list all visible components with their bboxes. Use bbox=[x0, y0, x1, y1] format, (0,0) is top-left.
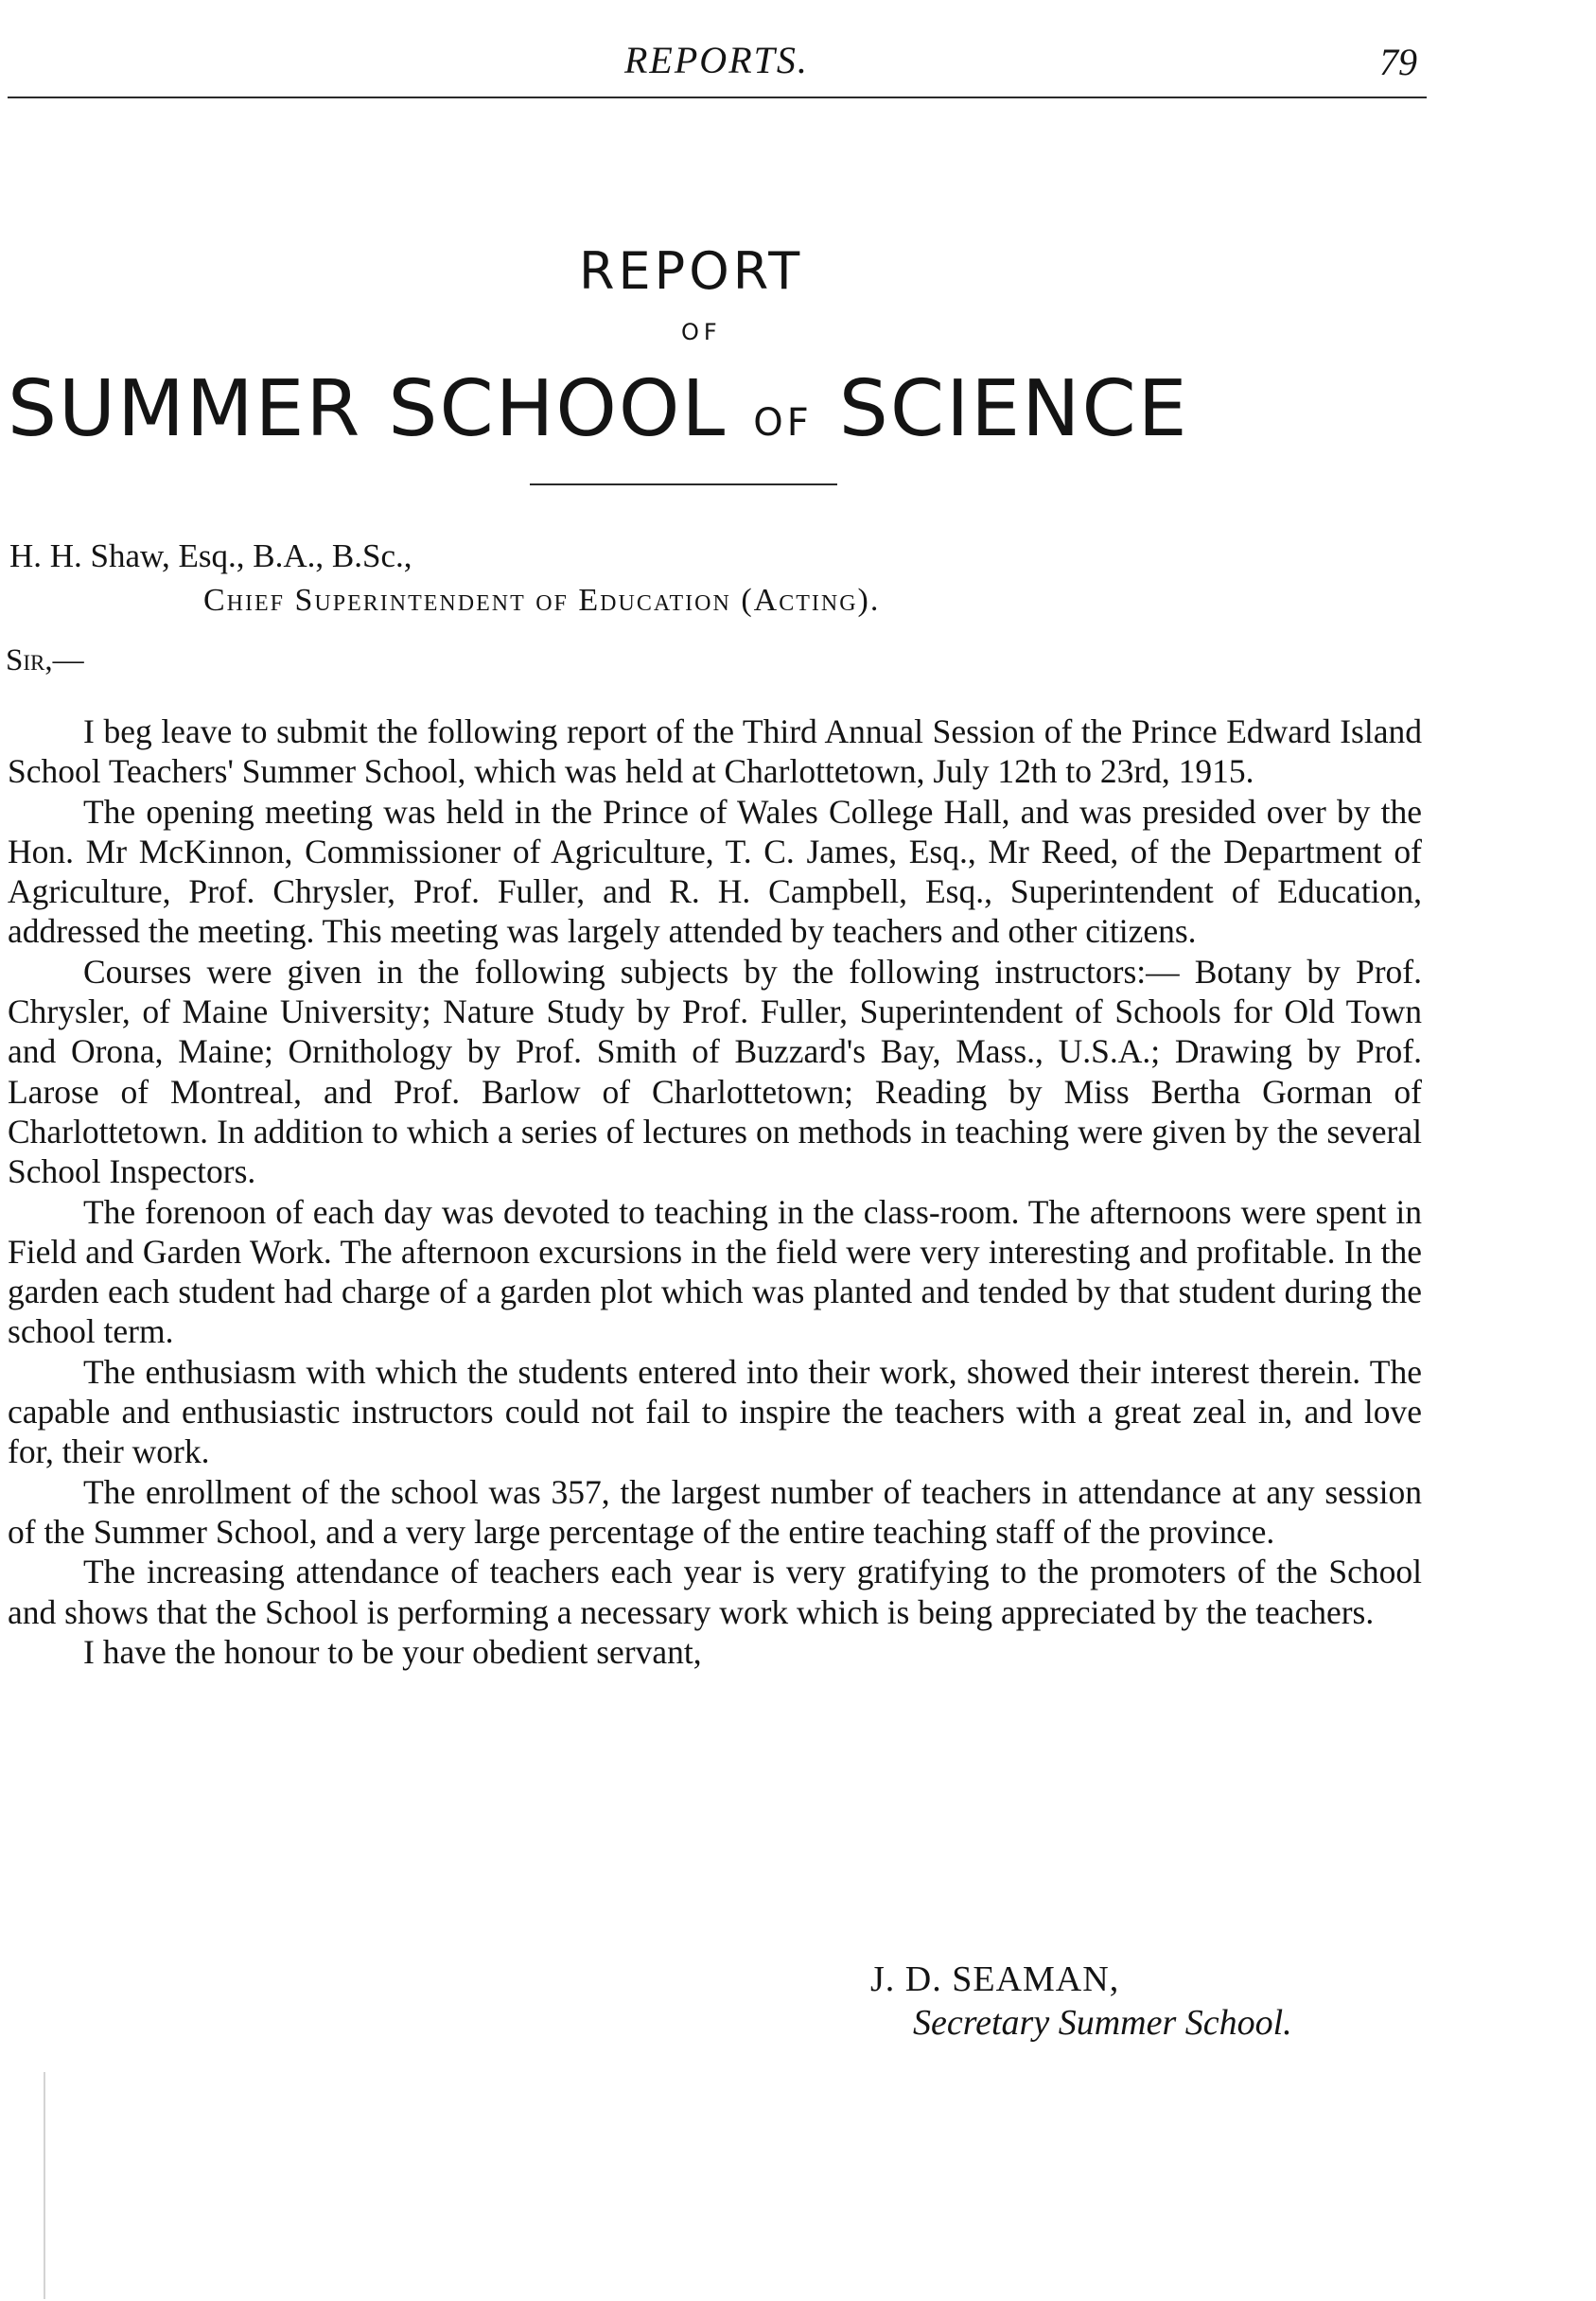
report-body bbox=[8, 711, 1422, 1672]
signature-role: Secretary Summer School. bbox=[913, 2003, 1292, 2043]
title-main-of: OF bbox=[753, 401, 813, 445]
title-main bbox=[8, 364, 1189, 454]
paragraph: The enrollment of the school was 357, the largest number of teachers in attendance at any session of the Summer School, and a very large percentage of the entire teaching staff of the province. bbox=[8, 1472, 1422, 1551]
addressee-title: Chief Superintendent of Education (Acting). bbox=[203, 583, 881, 618]
scan-margin-line bbox=[44, 2072, 45, 2299]
paragraph: Courses were given in the following subjects by the following instructors:— Botany by Prof. Chrysler, of Maine University; Nature Study by Prof. Fuller, Superintendent of Schools for Old Town and Orona, Maine; Ornithology by Prof. Smith of Buzzard's Bay, Mass., U.S.A.; Drawing by Prof. Larose of Montreal, and Prof. Barlow of Charlottetown; Reading by Miss Bertha Gorman of Charlottetown. In addition to which a series of lectures on methods in teaching were given by the several School Inspectors. bbox=[8, 952, 1422, 1191]
salutation: Sir,— bbox=[6, 643, 84, 677]
paragraph: The increasing attendance of teachers each year is very gratifying to the promoters of the School and shows that the School is performing a necessary work which is being appreciated by the teachers. bbox=[8, 1553, 1422, 1631]
paragraph: The enthusiasm with which the students entered into their work, showed their interest therein. The capable and enthusiastic instructors could not fail to inspire the teachers with a great zeal in, and love for, their work. bbox=[8, 1352, 1422, 1471]
title-main-part1: SUMMER SCHOOL bbox=[8, 364, 754, 454]
running-header bbox=[0, 38, 1457, 95]
title-main-part2: SCIENCE bbox=[812, 364, 1189, 454]
closing-line: I have the honour to be your obedient servant, bbox=[83, 1632, 702, 1671]
paragraph: The opening meeting was held in the Prince of Wales College Hall, and was presided over by the Hon. Mr McKinnon, Commissioner of Agriculture, T. C. James, Esq., Mr Reed, of the Department of Agriculture, Prof. Chrysler, Prof. Fuller, and R. H. Campbell, Esq., Superintendent of Education, addressed the meeting. This meeting was largely attended by teachers and other citizens. bbox=[8, 792, 1422, 951]
title-of: OF bbox=[681, 319, 722, 345]
paragraph: The forenoon of each day was devoted to teaching in the class-room. The afternoons were spent in Field and Garden Work. The afternoon excursions in the field were very interesting and profitable. In the garden each student had charge of a garden plot which was planted and tended by that student during the school term. bbox=[8, 1192, 1422, 1351]
running-title: REPORTS. bbox=[624, 39, 809, 81]
paragraph: I beg leave to submit the following report of the Third Annual Session of the Prince Edward Island School Teachers' Summer School, which was held at Charlottetown, July 12th to 23rd, 1915. bbox=[8, 712, 1422, 791]
header-rule bbox=[8, 97, 1427, 98]
page-number: 79 bbox=[1379, 41, 1417, 83]
addressee-name: H. H. Shaw, Esq., B.A., B.Sc., bbox=[9, 537, 412, 574]
title-report: REPORT bbox=[579, 241, 804, 301]
title-rule bbox=[530, 483, 837, 485]
signature-name: J. D. SEAMAN, bbox=[870, 1959, 1120, 1999]
